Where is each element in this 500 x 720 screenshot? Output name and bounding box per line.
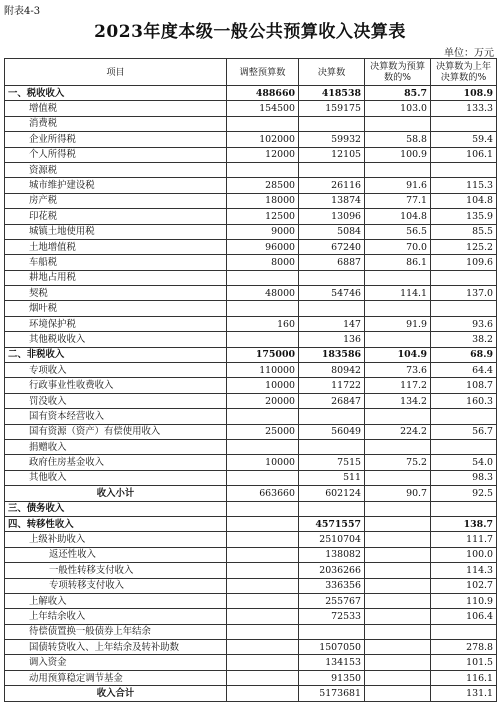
row-budget-cell <box>227 162 299 177</box>
header-item: 项目 <box>5 59 227 86</box>
row-pct-prev-cell: 93.6 <box>431 316 497 331</box>
table-row <box>5 286 497 301</box>
row-pct-budget-cell <box>365 609 431 624</box>
row-pct-prev-cell: 110.9 <box>431 593 497 608</box>
table-row <box>5 132 497 147</box>
table-row <box>5 624 497 639</box>
row-name-cell: 专项转移支付收入 <box>5 578 227 593</box>
row-name-cell: 罚没收入 <box>5 393 227 408</box>
row-name-cell: 城镇土地使用税 <box>5 224 227 239</box>
row-pct-budget-cell <box>365 116 431 131</box>
row-name-cell: 专项收入 <box>5 363 227 378</box>
row-final-cell: 6887 <box>299 255 365 270</box>
row-pct-budget-cell: 91.6 <box>365 178 431 193</box>
table-row <box>5 162 497 177</box>
row-name-cell: 契税 <box>5 286 227 301</box>
row-budget-cell: 102000 <box>227 132 299 147</box>
row-final-cell: 147 <box>299 316 365 331</box>
row-final-cell: 134153 <box>299 655 365 670</box>
row-final-cell: 138082 <box>299 547 365 562</box>
row-pct-prev-cell <box>431 439 497 454</box>
row-pct-budget-cell <box>365 439 431 454</box>
row-budget-cell <box>227 686 299 701</box>
table-row <box>5 547 497 562</box>
row-budget-cell <box>227 116 299 131</box>
row-final-cell: 54746 <box>299 286 365 301</box>
table-row <box>5 363 497 378</box>
row-budget-cell: 48000 <box>227 286 299 301</box>
table-row <box>5 640 497 655</box>
table-row <box>5 316 497 331</box>
row-name-cell: 待偿债置换一般债券上年结余 <box>5 624 227 639</box>
row-name-cell: 其他收入 <box>5 470 227 485</box>
row-pct-prev-cell: 131.1 <box>431 686 497 701</box>
table-row <box>5 301 497 316</box>
row-pct-prev-cell: 92.5 <box>431 486 497 501</box>
row-name-cell: 土地增值税 <box>5 239 227 254</box>
table-row <box>5 686 497 701</box>
row-pct-budget-cell: 70.0 <box>365 239 431 254</box>
row-name-cell: 个人所得税 <box>5 147 227 162</box>
row-budget-cell: 154500 <box>227 101 299 116</box>
row-name-cell: 企业所得税 <box>5 132 227 147</box>
row-name-cell: 其他税收收入 <box>5 332 227 347</box>
row-name-cell: 上年结余收入 <box>5 609 227 624</box>
row-name-cell: 消费税 <box>5 116 227 131</box>
row-name-cell: 国有资本经营收入 <box>5 409 227 424</box>
unit-label: 单位：万元 <box>444 48 494 59</box>
row-pct-prev-cell: 116.1 <box>431 670 497 685</box>
row-budget-cell: 96000 <box>227 239 299 254</box>
row-final-cell: 80942 <box>299 363 365 378</box>
row-pct-budget-cell: 56.5 <box>365 224 431 239</box>
row-name-cell: 国有资源（资产）有偿使用收入 <box>5 424 227 439</box>
row-pct-budget-cell: 117.2 <box>365 378 431 393</box>
row-budget-cell <box>227 409 299 424</box>
row-pct-budget-cell <box>365 640 431 655</box>
row-name-cell: 国债转贷收入、上年结余及转补助数 <box>5 640 227 655</box>
header-pct-budget: 决算数为预算数的% <box>365 59 431 86</box>
row-final-cell <box>299 501 365 516</box>
row-pct-budget-cell <box>365 670 431 685</box>
table-row <box>5 578 497 593</box>
table-header-row <box>5 59 497 86</box>
row-pct-prev-cell <box>431 624 497 639</box>
row-budget-cell: 110000 <box>227 363 299 378</box>
row-pct-prev-cell: 115.3 <box>431 178 497 193</box>
row-name-cell: 车船税 <box>5 255 227 270</box>
row-name-cell: 环境保护税 <box>5 316 227 331</box>
row-pct-prev-cell: 68.9 <box>431 347 497 362</box>
row-pct-prev-cell: 135.9 <box>431 209 497 224</box>
table-row <box>5 101 497 116</box>
row-budget-cell <box>227 516 299 531</box>
header-budget: 调整预算数 <box>227 59 299 86</box>
annex-label: 附表4-3 <box>4 6 41 17</box>
row-pct-budget-cell <box>365 332 431 347</box>
row-budget-cell: 12000 <box>227 147 299 162</box>
table-row <box>5 224 497 239</box>
row-name-cell: 捐赠收入 <box>5 439 227 454</box>
row-name-cell: 上级补助收入 <box>5 532 227 547</box>
row-name-cell: 收入小计 <box>5 486 227 501</box>
row-pct-budget-cell <box>365 270 431 285</box>
row-pct-prev-cell: 100.0 <box>431 547 497 562</box>
row-budget-cell: 20000 <box>227 393 299 408</box>
row-budget-cell <box>227 501 299 516</box>
table-row <box>5 270 497 285</box>
row-pct-budget-cell <box>365 624 431 639</box>
row-pct-prev-cell: 102.7 <box>431 578 497 593</box>
row-final-cell: 602124 <box>299 486 365 501</box>
row-final-cell: 1507050 <box>299 640 365 655</box>
row-pct-prev-cell <box>431 409 497 424</box>
row-pct-prev-cell: 64.4 <box>431 363 497 378</box>
row-pct-prev-cell: 59.4 <box>431 132 497 147</box>
row-name-cell: 增值税 <box>5 101 227 116</box>
row-name-cell: 资源税 <box>5 162 227 177</box>
row-budget-cell <box>227 563 299 578</box>
table-row <box>5 209 497 224</box>
row-pct-budget-cell: 90.7 <box>365 486 431 501</box>
table-row <box>5 486 497 501</box>
row-pct-budget-cell <box>365 593 431 608</box>
row-pct-prev-cell: 125.2 <box>431 239 497 254</box>
row-pct-prev-cell: 108.9 <box>431 86 497 101</box>
row-final-cell: 7515 <box>299 455 365 470</box>
row-budget-cell: 25000 <box>227 424 299 439</box>
row-pct-budget-cell <box>365 516 431 531</box>
row-pct-prev-cell <box>431 501 497 516</box>
row-name-cell: 一、税收收入 <box>5 86 227 101</box>
row-pct-prev-cell <box>431 270 497 285</box>
row-final-cell: 5084 <box>299 224 365 239</box>
row-pct-budget-cell <box>365 532 431 547</box>
row-budget-cell: 12500 <box>227 209 299 224</box>
row-name-cell: 政府住房基金收入 <box>5 455 227 470</box>
header-final: 决算数 <box>299 59 365 86</box>
row-pct-prev-cell <box>431 162 497 177</box>
row-name-cell: 二、非税收入 <box>5 347 227 362</box>
row-budget-cell <box>227 532 299 547</box>
table-row <box>5 393 497 408</box>
row-budget-cell: 10000 <box>227 455 299 470</box>
row-pct-prev-cell: 85.5 <box>431 224 497 239</box>
row-pct-prev-cell: 114.3 <box>431 563 497 578</box>
row-budget-cell <box>227 670 299 685</box>
row-pct-budget-cell: 114.1 <box>365 286 431 301</box>
table-row <box>5 563 497 578</box>
row-final-cell: 2036266 <box>299 563 365 578</box>
row-final-cell: 11722 <box>299 378 365 393</box>
row-name-cell: 耕地占用税 <box>5 270 227 285</box>
row-pct-budget-cell: 86.1 <box>365 255 431 270</box>
row-pct-budget-cell: 85.7 <box>365 86 431 101</box>
row-final-cell <box>299 162 365 177</box>
row-final-cell: 56049 <box>299 424 365 439</box>
row-budget-cell: 160 <box>227 316 299 331</box>
row-name-cell: 调入资金 <box>5 655 227 670</box>
table-row <box>5 593 497 608</box>
row-budget-cell: 663660 <box>227 486 299 501</box>
row-pct-budget-cell: 134.2 <box>365 393 431 408</box>
table-row <box>5 532 497 547</box>
page-title: 2023年度本级一般公共预算收入决算表 <box>94 22 406 42</box>
table-row <box>5 516 497 531</box>
table-row <box>5 424 497 439</box>
row-final-cell: 4571557 <box>299 516 365 531</box>
row-pct-prev-cell: 278.8 <box>431 640 497 655</box>
row-pct-budget-cell <box>365 655 431 670</box>
row-pct-budget-cell: 91.9 <box>365 316 431 331</box>
table-row <box>5 347 497 362</box>
row-name-cell: 返还性收入 <box>5 547 227 562</box>
table-row <box>5 409 497 424</box>
table-row <box>5 655 497 670</box>
row-final-cell: 183586 <box>299 347 365 362</box>
row-budget-cell <box>227 655 299 670</box>
table-row <box>5 178 497 193</box>
row-pct-prev-cell: 137.0 <box>431 286 497 301</box>
row-pct-budget-cell <box>365 409 431 424</box>
row-pct-prev-cell <box>431 301 497 316</box>
row-pct-prev-cell: 133.3 <box>431 101 497 116</box>
row-final-cell: 511 <box>299 470 365 485</box>
row-budget-cell: 175000 <box>227 347 299 362</box>
row-final-cell <box>299 409 365 424</box>
row-budget-cell: 488660 <box>227 86 299 101</box>
row-pct-budget-cell <box>365 563 431 578</box>
table-row <box>5 501 497 516</box>
row-pct-budget-cell <box>365 162 431 177</box>
revenue-table <box>4 58 497 702</box>
row-pct-prev-cell <box>431 116 497 131</box>
row-name-cell: 上解收入 <box>5 593 227 608</box>
row-pct-prev-cell: 111.7 <box>431 532 497 547</box>
table-row <box>5 609 497 624</box>
row-name-cell: 烟叶税 <box>5 301 227 316</box>
table-row <box>5 86 497 101</box>
row-final-cell: 136 <box>299 332 365 347</box>
row-pct-prev-cell: 160.3 <box>431 393 497 408</box>
row-name-cell: 行政事业性收费收入 <box>5 378 227 393</box>
row-final-cell: 59932 <box>299 132 365 147</box>
row-final-cell: 91350 <box>299 670 365 685</box>
row-pct-prev-cell: 38.2 <box>431 332 497 347</box>
row-pct-budget-cell <box>365 501 431 516</box>
row-budget-cell: 28500 <box>227 178 299 193</box>
row-pct-budget-cell: 75.2 <box>365 455 431 470</box>
row-budget-cell <box>227 439 299 454</box>
table-body <box>5 86 497 702</box>
row-pct-budget-cell: 77.1 <box>365 193 431 208</box>
row-pct-prev-cell: 54.0 <box>431 455 497 470</box>
row-pct-prev-cell: 109.6 <box>431 255 497 270</box>
row-pct-budget-cell: 103.0 <box>365 101 431 116</box>
row-final-cell <box>299 270 365 285</box>
row-final-cell: 255767 <box>299 593 365 608</box>
row-final-cell: 5173681 <box>299 686 365 701</box>
row-name-cell: 印花税 <box>5 209 227 224</box>
row-budget-cell: 18000 <box>227 193 299 208</box>
row-pct-budget-cell: 100.9 <box>365 147 431 162</box>
row-pct-prev-cell: 106.4 <box>431 609 497 624</box>
table-row <box>5 439 497 454</box>
header-pct-prev: 决算数为上年决算数的% <box>431 59 497 86</box>
table-row <box>5 332 497 347</box>
row-name-cell: 四、转移性收入 <box>5 516 227 531</box>
row-budget-cell: 10000 <box>227 378 299 393</box>
row-name-cell: 三、债务收入 <box>5 501 227 516</box>
row-budget-cell <box>227 609 299 624</box>
row-budget-cell <box>227 593 299 608</box>
row-budget-cell <box>227 547 299 562</box>
row-final-cell: 159175 <box>299 101 365 116</box>
row-name-cell: 房产税 <box>5 193 227 208</box>
table-row <box>5 239 497 254</box>
row-name-cell: 城市维护建设税 <box>5 178 227 193</box>
row-budget-cell <box>227 624 299 639</box>
row-final-cell: 26116 <box>299 178 365 193</box>
row-final-cell: 67240 <box>299 239 365 254</box>
row-budget-cell: 9000 <box>227 224 299 239</box>
row-final-cell: 13096 <box>299 209 365 224</box>
row-name-cell: 收入合计 <box>5 686 227 701</box>
row-final-cell <box>299 301 365 316</box>
row-pct-prev-cell: 56.7 <box>431 424 497 439</box>
row-pct-budget-cell <box>365 470 431 485</box>
row-final-cell <box>299 116 365 131</box>
row-final-cell: 336356 <box>299 578 365 593</box>
row-pct-prev-cell: 104.8 <box>431 193 497 208</box>
row-final-cell <box>299 624 365 639</box>
table-row <box>5 147 497 162</box>
row-pct-budget-cell: 104.9 <box>365 347 431 362</box>
row-final-cell <box>299 439 365 454</box>
row-budget-cell <box>227 470 299 485</box>
row-pct-budget-cell <box>365 301 431 316</box>
table-row <box>5 193 497 208</box>
row-pct-budget-cell: 73.6 <box>365 363 431 378</box>
row-budget-cell <box>227 640 299 655</box>
row-pct-budget-cell: 104.8 <box>365 209 431 224</box>
row-final-cell: 418538 <box>299 86 365 101</box>
row-final-cell: 72533 <box>299 609 365 624</box>
row-budget-cell <box>227 301 299 316</box>
row-final-cell: 13874 <box>299 193 365 208</box>
row-pct-prev-cell: 138.7 <box>431 516 497 531</box>
row-pct-budget-cell <box>365 547 431 562</box>
row-pct-prev-cell: 108.7 <box>431 378 497 393</box>
table-row <box>5 255 497 270</box>
row-pct-budget-cell <box>365 578 431 593</box>
row-name-cell: 动用预算稳定调节基金 <box>5 670 227 685</box>
table-row <box>5 455 497 470</box>
row-pct-budget-cell: 224.2 <box>365 424 431 439</box>
row-pct-prev-cell: 106.1 <box>431 147 497 162</box>
row-pct-budget-cell <box>365 686 431 701</box>
row-budget-cell <box>227 332 299 347</box>
row-pct-prev-cell: 101.5 <box>431 655 497 670</box>
row-budget-cell <box>227 270 299 285</box>
row-pct-prev-cell: 98.3 <box>431 470 497 485</box>
row-name-cell: 一般性转移支付收入 <box>5 563 227 578</box>
row-final-cell: 26847 <box>299 393 365 408</box>
table-row <box>5 116 497 131</box>
row-final-cell: 2510704 <box>299 532 365 547</box>
row-pct-budget-cell: 58.8 <box>365 132 431 147</box>
row-budget-cell <box>227 578 299 593</box>
table-row <box>5 470 497 485</box>
table-row <box>5 378 497 393</box>
row-budget-cell: 8000 <box>227 255 299 270</box>
row-final-cell: 12105 <box>299 147 365 162</box>
table-row <box>5 670 497 685</box>
